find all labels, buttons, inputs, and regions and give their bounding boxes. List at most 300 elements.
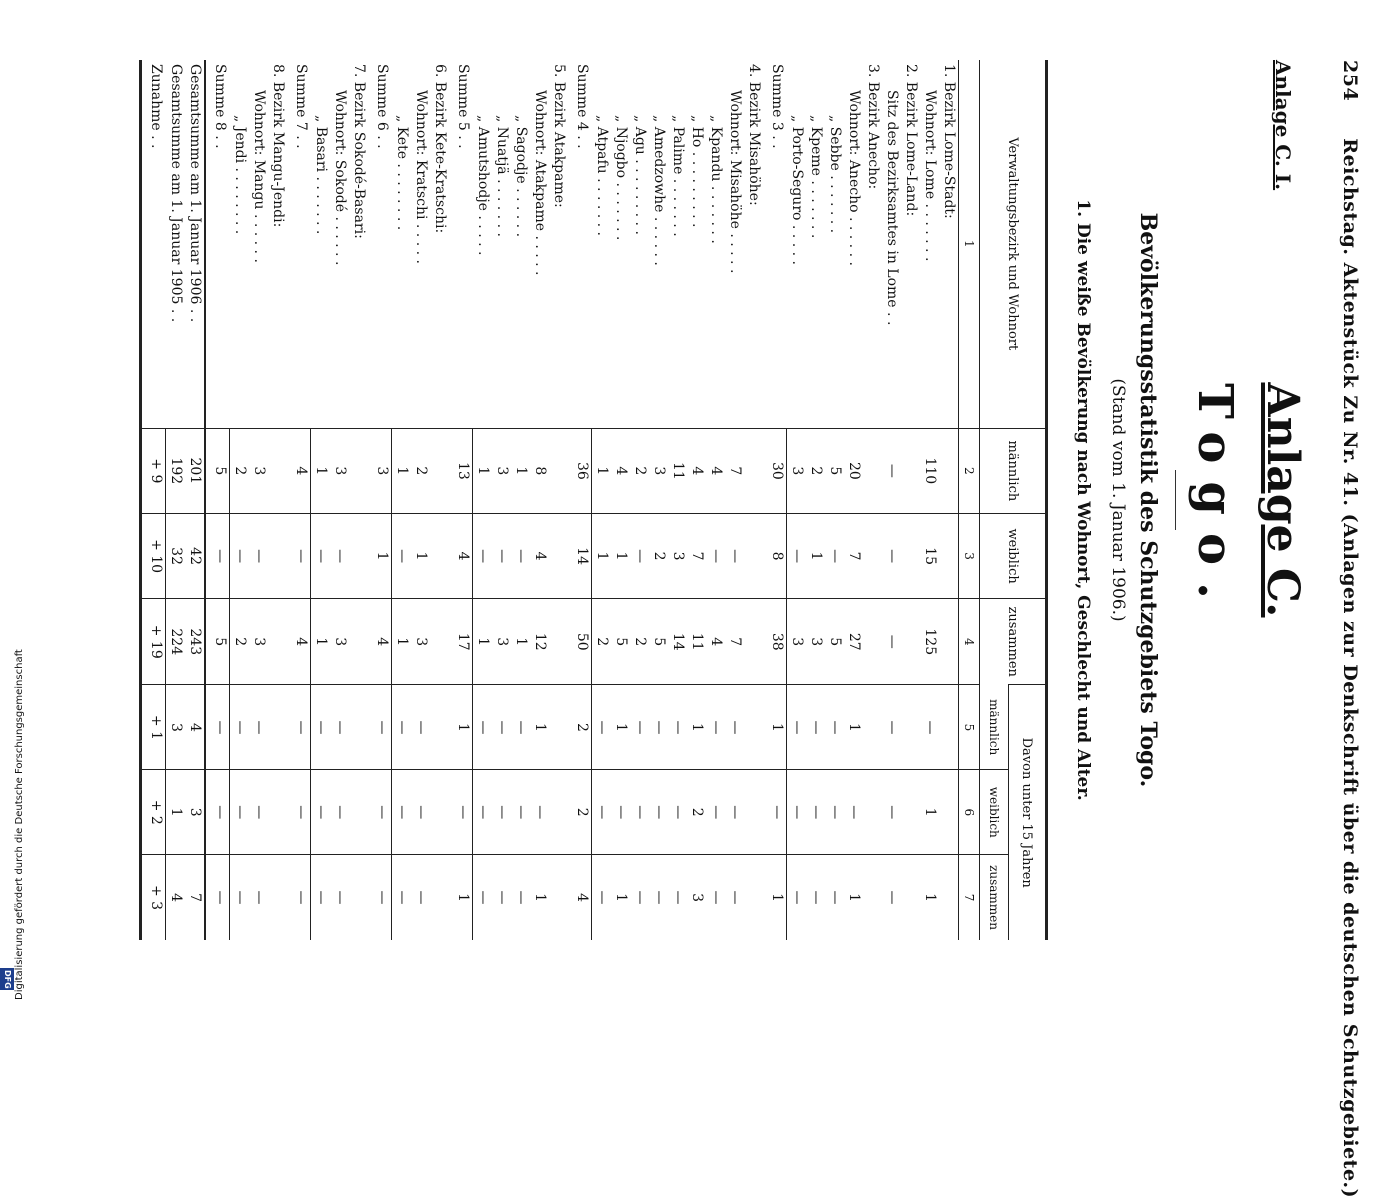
- table-cell: —: [230, 855, 250, 940]
- table-cell: 2: [592, 599, 612, 685]
- row-label: 5. Bezirk Atakpame:: [551, 64, 567, 208]
- table-cell: 1: [449, 685, 473, 770]
- table-cell: 3: [411, 599, 430, 685]
- running-head-text: Reichstag. Aktenstück Zu Nr. 41. (Anlagen zur Denkschrift über die deutschen Schutzgebiete.): [1339, 138, 1361, 1198]
- table-row: [787, 60, 807, 940]
- row-label: „ Kete . . . . . . . .: [393, 115, 410, 231]
- table-cell: —: [806, 855, 825, 940]
- table-cell: —: [511, 685, 530, 770]
- table-cell: [863, 855, 882, 940]
- table-cell: 1: [844, 685, 863, 770]
- table-cell: [901, 599, 920, 685]
- table-cell: —: [205, 855, 230, 940]
- table-cell: —: [787, 514, 807, 599]
- page-title: Anlage C.: [1257, 382, 1308, 618]
- row-label: Summe 5 . .: [455, 64, 472, 149]
- table-cell: 1: [449, 855, 473, 940]
- table-cell: 32: [166, 514, 186, 599]
- table-row: [882, 60, 901, 940]
- table-row: [230, 60, 250, 940]
- table-cell: 13: [449, 428, 473, 513]
- table-cell: 1: [920, 855, 939, 940]
- table-cell: —: [249, 514, 268, 599]
- table-cell: —: [630, 770, 649, 855]
- table-cell: 4: [706, 599, 725, 685]
- table-cell: 4: [287, 428, 311, 513]
- table-cell: —: [649, 770, 668, 855]
- table-cell: —: [411, 770, 430, 855]
- table-cell: [939, 428, 959, 513]
- table-cell: 125: [920, 599, 939, 685]
- table-cell: 38: [763, 599, 787, 685]
- population-table: [139, 60, 1048, 940]
- column-number: 5: [959, 685, 980, 770]
- table-cell: 4: [449, 514, 473, 599]
- table-cell: —: [511, 514, 530, 599]
- column-number: 7: [959, 855, 980, 940]
- table-cell: 1: [611, 514, 630, 599]
- date-note: (Stand vom 1. Januar 1906.): [1108, 378, 1128, 622]
- table-cell: [939, 599, 959, 685]
- row-label: „ Njogbo . . . . . . .: [613, 115, 629, 241]
- table-row: [630, 60, 649, 940]
- header-under-15: Davon unter 15 Jahren: [1009, 685, 1047, 940]
- row-label: „ Basari . . . . . . .: [312, 115, 329, 235]
- table-cell: [744, 599, 763, 685]
- table-cell: 224: [166, 599, 186, 685]
- table-row: [706, 60, 725, 940]
- table-cell: —: [882, 428, 901, 513]
- row-label: „ Atpafu . . . . . . .: [593, 115, 610, 237]
- row-label: „ Sebbe . . . . . . .: [827, 115, 843, 234]
- table-cell: 201: [185, 428, 205, 513]
- table-cell: —: [392, 514, 412, 599]
- table-cell: 36: [568, 428, 592, 513]
- table-cell: 8: [763, 514, 787, 599]
- table-cell: [744, 770, 763, 855]
- row-label: „ Ho . . . . . . . . .: [689, 115, 705, 228]
- table-cell: —: [787, 855, 807, 940]
- table-cell: —: [649, 855, 668, 940]
- table-cell: —: [249, 685, 268, 770]
- table-cell: [349, 599, 368, 685]
- table-row: [166, 60, 186, 940]
- row-label: 8. Bezirk Mangu-Jendi:: [270, 64, 286, 228]
- table-cell: [268, 855, 287, 940]
- table-cell: [901, 770, 920, 855]
- table-cell: —: [368, 855, 392, 940]
- table-cell: —: [368, 770, 392, 855]
- table-cell: [939, 514, 959, 599]
- row-label: Gesamtsumme am 1. Januar 1905 . .: [167, 64, 184, 323]
- table-cell: [744, 428, 763, 513]
- table-row: [530, 60, 549, 940]
- row-label: „ Porto-Seguro . . . . .: [788, 115, 805, 265]
- table-cell: —: [806, 770, 825, 855]
- row-label: Wohnort: Kratschi . . . . .: [413, 90, 429, 264]
- row-label: „ Amutshodje . . . . .: [474, 115, 491, 256]
- header-u15-female: weiblich: [980, 770, 1009, 855]
- table-cell: —: [492, 770, 511, 855]
- table-row: [744, 60, 763, 940]
- table-cell: —: [330, 855, 349, 940]
- table-cell: 1: [611, 685, 630, 770]
- table-cell: —: [311, 855, 331, 940]
- table-row: [901, 60, 920, 940]
- table-row: [473, 60, 493, 940]
- table-cell: + 9: [141, 428, 166, 513]
- table-cell: —: [882, 855, 901, 940]
- table-cell: [430, 855, 449, 940]
- table-cell: 2: [568, 685, 592, 770]
- table-cell: [939, 855, 959, 940]
- table-row: [611, 60, 630, 940]
- table-cell: —: [230, 685, 250, 770]
- table-cell: —: [882, 514, 901, 599]
- dfg-note: Digitalisierung gefördert durch die Deutsche Forschungsgemeinschaft: [14, 649, 25, 1000]
- table-cell: 1: [592, 428, 612, 513]
- row-label: Summe 3 . .: [769, 64, 786, 149]
- table-cell: [744, 514, 763, 599]
- table-cell: [349, 514, 368, 599]
- sum-row: [568, 60, 592, 940]
- table-row: [392, 60, 412, 940]
- table-cell: [349, 428, 368, 513]
- table-cell: —: [825, 770, 844, 855]
- anlage-label: Anlage C. I.: [1271, 60, 1295, 191]
- table-cell: 7: [687, 514, 706, 599]
- table-row: [311, 60, 331, 940]
- table-cell: [430, 685, 449, 770]
- table-cell: 1: [530, 855, 549, 940]
- table-cell: 3: [687, 855, 706, 940]
- table-cell: 2: [649, 514, 668, 599]
- table-cell: 7: [725, 428, 744, 513]
- header-u15-total: zusammen: [980, 855, 1009, 940]
- table-cell: 1: [611, 855, 630, 940]
- table-cell: + 2: [141, 770, 166, 855]
- table-cell: [863, 514, 882, 599]
- table-cell: 4: [287, 599, 311, 685]
- table-cell: 2: [630, 599, 649, 685]
- column-number: 4: [959, 599, 980, 685]
- table-cell: 243: [185, 599, 205, 685]
- table-cell: [863, 599, 882, 685]
- header-total: zusammen: [980, 599, 1047, 685]
- table-cell: 1: [844, 855, 863, 940]
- table-cell: 1: [473, 428, 493, 513]
- sum-row: [205, 60, 230, 940]
- page-number: 254: [1339, 60, 1361, 102]
- row-label: „ Sagodje . . . . . .: [513, 115, 529, 238]
- table-cell: [901, 428, 920, 513]
- table-cell: [430, 770, 449, 855]
- table-cell: —: [668, 685, 687, 770]
- table-cell: 1: [392, 599, 412, 685]
- table-cell: [268, 599, 287, 685]
- table-row: [668, 60, 687, 940]
- table-cell: —: [473, 685, 493, 770]
- table-cell: 110: [920, 428, 939, 513]
- table-cell: [349, 770, 368, 855]
- table-cell: 3: [668, 514, 687, 599]
- table-row: [825, 60, 844, 940]
- table-cell: [863, 770, 882, 855]
- table-cell: [901, 855, 920, 940]
- table-cell: —: [763, 770, 787, 855]
- sum-row: [287, 60, 311, 940]
- table-cell: —: [630, 855, 649, 940]
- table-cell: —: [630, 514, 649, 599]
- table-cell: [549, 428, 568, 513]
- table-row: [725, 60, 744, 940]
- table-cell: —: [511, 770, 530, 855]
- table-cell: —: [706, 855, 725, 940]
- table-row: [939, 60, 959, 940]
- table-cell: —: [249, 855, 268, 940]
- table-cell: 17: [449, 599, 473, 685]
- table-cell: + 3: [141, 855, 166, 940]
- table-cell: [549, 599, 568, 685]
- table-cell: 1: [368, 514, 392, 599]
- table-cell: 1: [511, 428, 530, 513]
- table-cell: 192: [166, 428, 186, 513]
- row-label: Wohnort: Mangu . . . . . .: [251, 90, 267, 263]
- table-cell: 4: [687, 428, 706, 513]
- sum-row: [763, 60, 787, 940]
- table-cell: [549, 685, 568, 770]
- sum-row: [141, 60, 166, 940]
- table-cell: 1: [166, 770, 186, 855]
- table-cell: 3: [166, 685, 186, 770]
- table-cell: 3: [492, 599, 511, 685]
- table-row: [268, 60, 287, 940]
- table-cell: —: [592, 770, 612, 855]
- table-cell: 1: [311, 428, 331, 513]
- column-number: 6: [959, 770, 980, 855]
- table-cell: —: [368, 685, 392, 770]
- table-cell: —: [492, 855, 511, 940]
- table-cell: 5: [205, 428, 230, 513]
- row-label: 2. Bezirk Lome-Land:: [903, 64, 919, 217]
- table-cell: 3: [368, 428, 392, 513]
- table-cell: [744, 855, 763, 940]
- header-male: männlich: [980, 428, 1047, 513]
- table-cell: 1: [763, 855, 787, 940]
- table-cell: —: [725, 685, 744, 770]
- table-cell: [863, 685, 882, 770]
- table-cell: 1: [920, 770, 939, 855]
- table-cell: 2: [568, 770, 592, 855]
- table-cell: 3: [185, 770, 205, 855]
- table-cell: —: [311, 514, 331, 599]
- table-cell: 1: [763, 685, 787, 770]
- table-cell: [268, 428, 287, 513]
- table-cell: —: [825, 514, 844, 599]
- table-cell: 4: [185, 685, 205, 770]
- row-label: 1. Bezirk Lome-Stadt:: [941, 64, 957, 219]
- table-row: [430, 60, 449, 940]
- table-cell: —: [725, 514, 744, 599]
- table-cell: 3: [330, 428, 349, 513]
- header-female: weiblich: [980, 514, 1047, 599]
- row-label: 4. Bezirk Misahöhe:: [746, 64, 762, 206]
- table-cell: 7: [725, 599, 744, 685]
- table-cell: 42: [185, 514, 205, 599]
- row-label: Wohnort: Atakpame . . . . .: [532, 90, 548, 276]
- table-cell: —: [205, 685, 230, 770]
- table-cell: 50: [568, 599, 592, 685]
- running-head: [1339, 60, 1361, 1198]
- table-cell: —: [725, 855, 744, 940]
- table-cell: 1: [411, 514, 430, 599]
- table-cell: [430, 514, 449, 599]
- table-cell: 1: [392, 428, 412, 513]
- table-row: [592, 60, 612, 940]
- table-cell: —: [787, 685, 807, 770]
- table-cell: —: [411, 685, 430, 770]
- table-cell: —: [825, 855, 844, 940]
- table-cell: —: [411, 855, 430, 940]
- table-cell: 5: [611, 599, 630, 685]
- table-cell: [349, 685, 368, 770]
- table-cell: 1: [592, 514, 612, 599]
- row-label: 3. Bezirk Anecho:: [865, 64, 881, 190]
- row-label: Sitz des Bezirksamtes in Lome . .: [884, 90, 900, 326]
- table-cell: —: [787, 770, 807, 855]
- table-cell: 3: [649, 428, 668, 513]
- table-cell: 1: [687, 685, 706, 770]
- table-cell: [939, 685, 959, 770]
- table-cell: —: [492, 685, 511, 770]
- column-number: 3: [959, 514, 980, 599]
- table-cell: 2: [230, 599, 250, 685]
- table-cell: —: [473, 855, 493, 940]
- table-cell: —: [530, 770, 549, 855]
- table-cell: [939, 770, 959, 855]
- header-district: Verwaltungsbezirk und Wohnort: [980, 60, 1047, 428]
- table-cell: —: [287, 514, 311, 599]
- table-cell: —: [230, 770, 250, 855]
- table-cell: 4: [568, 855, 592, 940]
- table-cell: 1: [806, 514, 825, 599]
- table-row: [411, 60, 430, 940]
- table-cell: 11: [668, 428, 687, 513]
- table-cell: [744, 685, 763, 770]
- table-cell: 3: [249, 599, 268, 685]
- table-cell: —: [668, 770, 687, 855]
- table-cell: 8: [530, 428, 549, 513]
- sum-row: [449, 60, 473, 940]
- title-divider: [1175, 470, 1176, 530]
- table-cell: —: [806, 685, 825, 770]
- row-label: Summe 7 . .: [293, 64, 310, 149]
- table-cell: + 10: [141, 514, 166, 599]
- row-label: 7. Bezirk Sokodé-Basari:: [351, 64, 367, 239]
- table-cell: 2: [630, 428, 649, 513]
- table-row: [920, 60, 939, 940]
- row-label: Summe 4 . .: [574, 64, 591, 149]
- table-cell: —: [511, 855, 530, 940]
- row-label: „ Jendi . . . . . . . .: [231, 115, 248, 235]
- table-cell: —: [473, 514, 493, 599]
- table-cell: [430, 599, 449, 685]
- table-cell: 3: [787, 599, 807, 685]
- table-cell: 4: [706, 428, 725, 513]
- table-cell: [549, 770, 568, 855]
- column-number: 1: [959, 60, 980, 428]
- table-cell: —: [592, 685, 612, 770]
- table-cell: 3: [249, 428, 268, 513]
- table-cell: —: [230, 514, 250, 599]
- table-cell: 4: [611, 428, 630, 513]
- table-cell: 3: [330, 599, 349, 685]
- table-cell: —: [706, 770, 725, 855]
- table-cell: —: [287, 770, 311, 855]
- section-heading: 1. Die weiße Bevölkerung nach Wohnort, Geschlecht und Alter.: [1073, 199, 1093, 801]
- table-row: [511, 60, 530, 940]
- table-cell: 2: [687, 770, 706, 855]
- table-cell: —: [473, 770, 493, 855]
- table-row: [492, 60, 511, 940]
- table-cell: 1: [473, 599, 493, 685]
- row-label: Wohnort: Anecho . . . . . .: [846, 90, 862, 266]
- table-cell: 4: [166, 855, 186, 940]
- table-cell: —: [882, 770, 901, 855]
- table-cell: —: [311, 685, 331, 770]
- table-cell: [549, 855, 568, 940]
- table-cell: 2: [230, 428, 250, 513]
- table-cell: —: [311, 770, 331, 855]
- table-cell: —: [392, 770, 412, 855]
- table-cell: —: [882, 685, 901, 770]
- table-cell: —: [920, 685, 939, 770]
- table-cell: —: [205, 514, 230, 599]
- table-cell: —: [844, 770, 863, 855]
- table-cell: —: [825, 685, 844, 770]
- row-label: Wohnort: Sokodé . . . . . .: [332, 90, 348, 266]
- table-cell: —: [882, 599, 901, 685]
- row-label: Zunahme . .: [148, 64, 165, 149]
- table-cell: 20: [844, 428, 863, 513]
- row-label: „ Nuatjä . . . . . . .: [494, 115, 510, 237]
- table-cell: 30: [763, 428, 787, 513]
- table-cell: [549, 514, 568, 599]
- country-title: Togo.: [1187, 383, 1243, 617]
- table-cell: —: [492, 514, 511, 599]
- table-cell: —: [725, 770, 744, 855]
- table-cell: —: [330, 514, 349, 599]
- table-cell: 14: [668, 599, 687, 685]
- total-row: [185, 60, 205, 940]
- table-cell: 12: [530, 599, 549, 685]
- table-row: [863, 60, 882, 940]
- table-cell: 5: [825, 428, 844, 513]
- table-cell: 7: [185, 855, 205, 940]
- table-cell: —: [330, 685, 349, 770]
- table-cell: —: [392, 685, 412, 770]
- row-label: Summe 6 . .: [374, 64, 391, 149]
- table-cell: [863, 428, 882, 513]
- row-label: „ Kpandu . . . . . . .: [708, 115, 724, 244]
- table-cell: 3: [492, 428, 511, 513]
- table-cell: 2: [411, 428, 430, 513]
- table-cell: 1: [511, 599, 530, 685]
- row-label: 6. Bezirk Kete-Kratschi:: [432, 64, 448, 234]
- header-u15-male: männlich: [980, 685, 1009, 770]
- table-cell: —: [205, 770, 230, 855]
- table-row: [249, 60, 268, 940]
